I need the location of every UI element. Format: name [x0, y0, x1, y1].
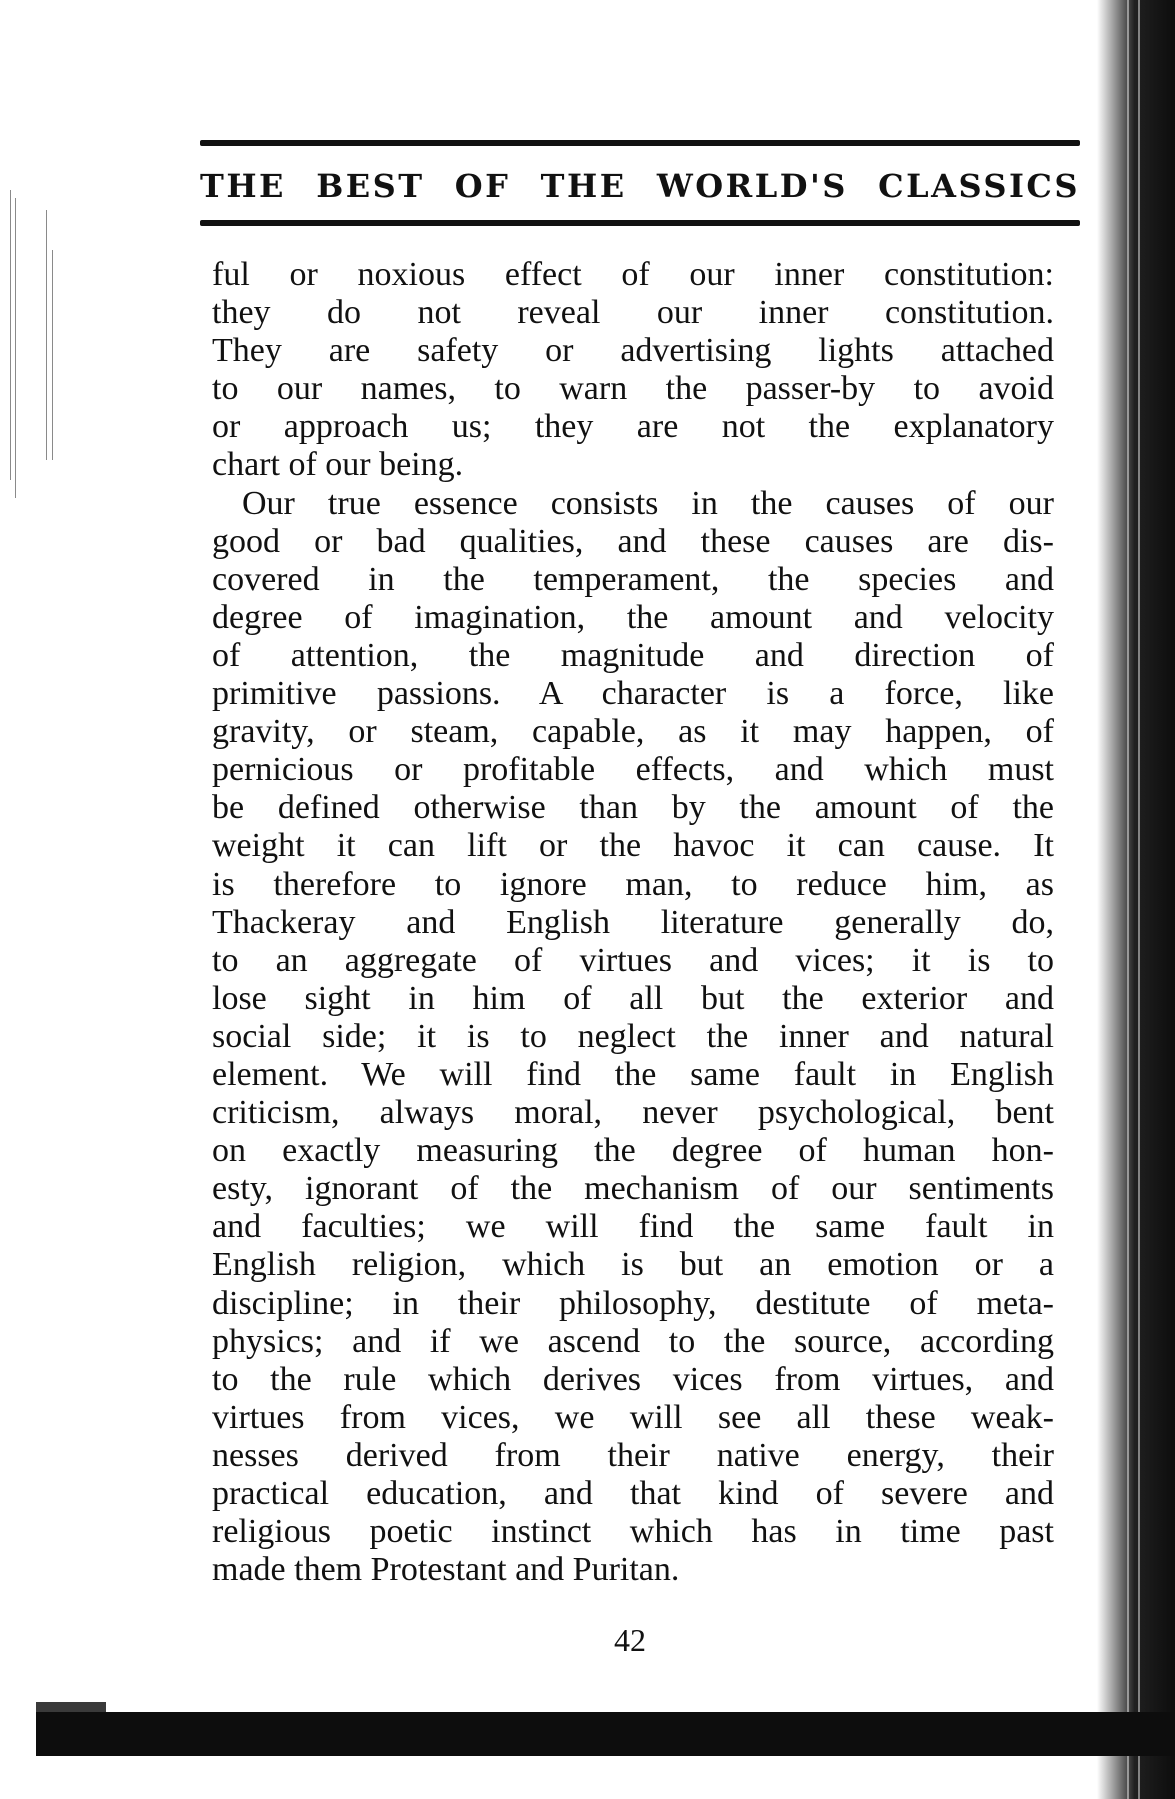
text-line: religious poetic instinct which has in time past: [212, 1513, 1054, 1551]
left-margin-scan-marks: [8, 190, 56, 500]
header-rule-top: [200, 140, 1080, 146]
text-line: chart of our being.: [212, 446, 464, 484]
text-line: They are safety or advertising lights attached: [212, 332, 1054, 370]
text-line: be defined otherwise than by the amount of the: [212, 789, 1054, 827]
binding-gutter-shadow: [1097, 0, 1175, 1799]
text-line: nesses derived from their native energy, their: [212, 1436, 1054, 1474]
text-line: or approach us; they are not the explanatory: [212, 408, 1054, 446]
text-line: to our names, to warn the passer-by to avoid: [212, 370, 1054, 408]
text-line: on exactly measuring the degree of human hon-: [212, 1132, 1054, 1170]
bottom-scan-edge: [36, 1712, 1175, 1756]
text-line: pernicious or profitable effects, and which must: [212, 751, 1054, 789]
text-line: social side; it is to neglect the inner and natural: [212, 1017, 1054, 1055]
body-text: [212, 256, 1054, 1589]
text-line: good or bad qualities, and these causes are dis-: [212, 522, 1054, 560]
text-line: practical education, and that kind of severe and: [212, 1475, 1054, 1512]
text-line: primitive passions. A character is a force, like: [212, 675, 1054, 713]
text-line: to the rule which derives vices from virtues, and: [212, 1360, 1054, 1398]
text-line: made them Protestant and Puritan.: [212, 1551, 680, 1589]
text-line: covered in the temperament, the species and: [212, 560, 1054, 598]
text-line: to an aggregate of virtues and vices; it is to: [212, 941, 1054, 979]
text-line: virtues from vices, we will see all these weak-: [212, 1398, 1054, 1436]
running-head: THE BEST OF THE WORLD'S CLASSICS: [200, 167, 1080, 205]
text-line: of attention, the magnitude and direction of: [212, 636, 1054, 674]
text-line: they do not reveal our inner constitution.: [212, 294, 1054, 332]
text-line: Our true essence consists in the causes of our: [242, 484, 1054, 522]
text-line: lose sight in him of all but the exterior and: [212, 979, 1054, 1017]
text-line: weight it can lift or the havoc it can cause. It: [212, 827, 1054, 865]
paragraph: [212, 256, 1054, 485]
text-line: and faculties; we will find the same fault in: [212, 1208, 1054, 1246]
text-line: esty, ignorant of the mechanism of our sentiments: [212, 1170, 1054, 1208]
text-line: physics; and if we ascend to the source, according: [212, 1322, 1054, 1360]
text-line: discipline; in their philosophy, destitute of meta-: [212, 1284, 1054, 1322]
text-line: Thackeray and English literature generally do,: [212, 903, 1054, 941]
paragraph: [212, 485, 1054, 1590]
page-number: 42: [614, 1622, 646, 1658]
text-line: English religion, which is but an emotion or a: [212, 1246, 1054, 1284]
text-line: element. We will find the same fault in English: [212, 1055, 1054, 1093]
text-line: criticism, always moral, never psychological, bent: [212, 1094, 1054, 1132]
header-rule-bottom: [200, 220, 1080, 226]
text-line: gravity, or steam, capable, as it may happen, of: [212, 713, 1054, 751]
text-line: ful or noxious effect of our inner constitution:: [212, 256, 1054, 293]
text-line: is therefore to ignore man, to reduce him, as: [212, 865, 1054, 903]
text-line: degree of imagination, the amount and velocity: [212, 598, 1054, 636]
